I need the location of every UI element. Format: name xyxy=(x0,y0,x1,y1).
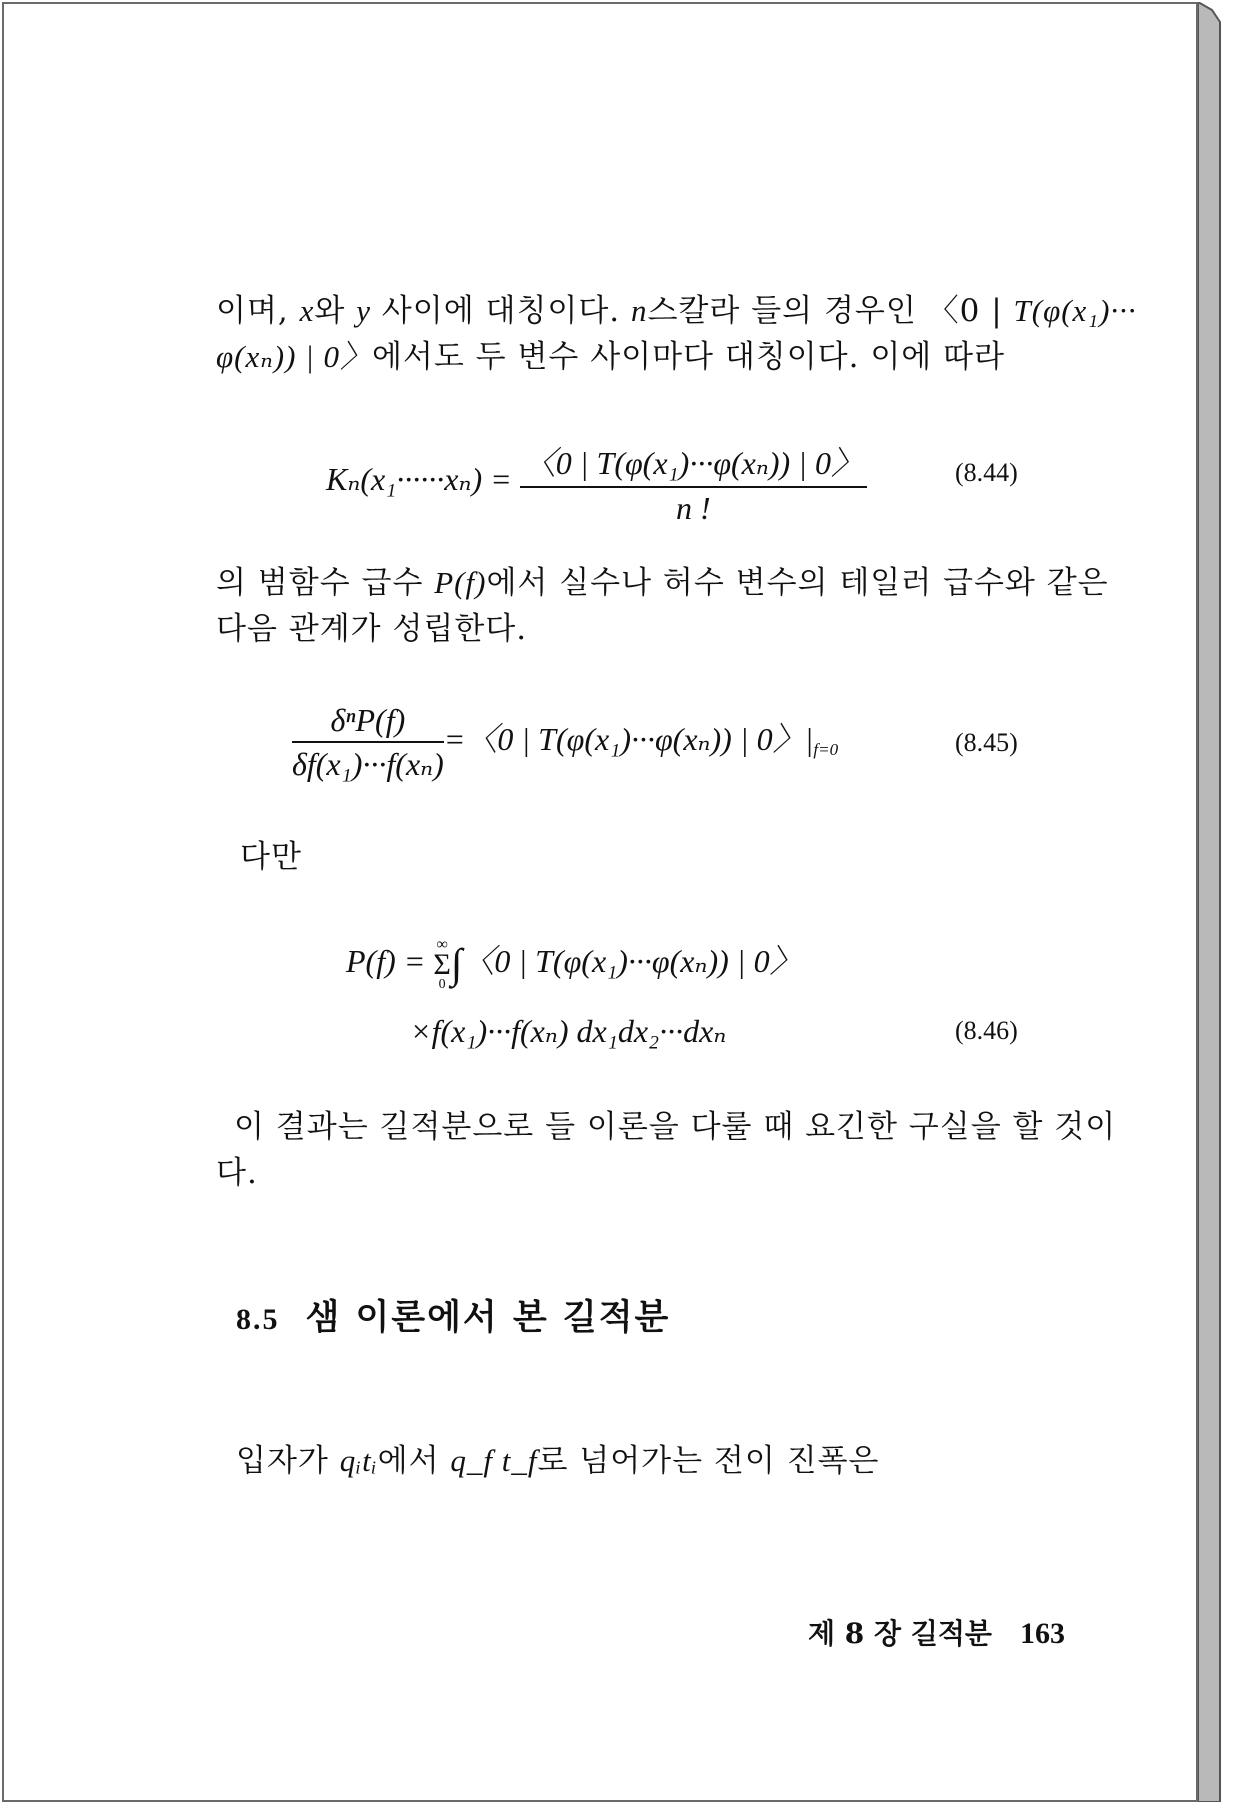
equation-number: (8.46) xyxy=(955,1016,1018,1045)
equation-lhs: P(f) = xyxy=(346,943,426,979)
denominator: n ! xyxy=(676,490,711,526)
text: 다음 관계가 성립한다. xyxy=(216,611,528,647)
text: 입자가 xyxy=(236,1443,340,1479)
math-n: n xyxy=(631,293,648,328)
numerator: 〈0 | T(φ(x₁)···φ(xₙ)) | 0〉 xyxy=(520,438,867,488)
text: 이며, xyxy=(216,293,300,329)
equation-number: (8.44) xyxy=(955,458,1018,487)
sum-symbol: Σ xyxy=(433,947,451,981)
paragraph-transition-amplitude xyxy=(236,1438,1076,1484)
math-expression: T(φ(x₁)··· xyxy=(1013,293,1137,328)
paragraph-functional-series xyxy=(216,560,1109,652)
text: 에서 xyxy=(377,1443,451,1479)
section-heading xyxy=(236,1290,670,1340)
chapter-title: 제 8 장 길적분 xyxy=(808,1617,992,1650)
math-qiti: qᵢtᵢ xyxy=(339,1443,378,1478)
text: 스칼라 들의 경우인 〈0 | xyxy=(647,293,1014,329)
text-daman: 다만 xyxy=(240,839,302,875)
text: 의 범함수 급수 xyxy=(216,565,435,601)
equation-lhs: Kₙ(x₁······xₙ) = xyxy=(326,460,512,497)
fraction xyxy=(292,702,444,783)
math-x: x xyxy=(299,293,315,328)
numerator: δⁿP(f) xyxy=(292,702,444,743)
equation-rhs: =〈0 | T(φ(x₁)···φ(xₙ)) | 0〉| xyxy=(443,720,814,757)
section-number: 8.5 xyxy=(236,1303,280,1336)
math-P-f: P(f) xyxy=(434,565,487,600)
math-expression: φ(xₙ)) | 0〉 xyxy=(216,339,372,374)
text: 와 xyxy=(314,293,357,329)
section-title: 샘 이론에서 본 길적분 xyxy=(305,1297,671,1338)
equation-8-46-line1 xyxy=(346,936,802,992)
text: 로 넘어가는 전이 진폭은 xyxy=(537,1443,880,1479)
equation-rhs: 〈0 | T(φ(x₁)···φ(xₙ)) | 0〉 xyxy=(462,943,802,979)
math-y: y xyxy=(356,293,371,328)
page-number: 163 xyxy=(1019,1617,1065,1650)
math-qftf: q_f t_f xyxy=(450,1443,538,1478)
text: 에서 실수나 허수 변수의 테일러 급수와 같은 xyxy=(486,565,1109,601)
integral-sign: ∫ xyxy=(450,941,463,988)
sum-upper-limit: ∞ xyxy=(436,935,448,953)
equation-8-44 xyxy=(326,438,867,527)
summation xyxy=(433,935,451,992)
page-footer xyxy=(808,1612,1065,1652)
text: 이 결과는 길적분으로 들 이론을 다룰 때 요긴한 구실을 할 것이 xyxy=(234,1109,1117,1145)
equation-8-45 xyxy=(292,702,838,783)
fraction xyxy=(520,438,867,527)
text: 사이에 대칭이다. xyxy=(370,293,631,329)
equation-number: (8.45) xyxy=(955,728,1018,757)
equation-8-46-line2: ×f(x₁)···f(xₙ) dx₁dx₂···dxₙ xyxy=(410,1013,727,1049)
text: 에서도 두 변수 사이마다 대칭이다. 이에 따라 xyxy=(371,339,1005,375)
text: 다. xyxy=(216,1155,258,1191)
page-sheet xyxy=(2,2,1198,1802)
paragraph-symmetry xyxy=(216,288,1137,380)
subscript: f=0 xyxy=(813,739,839,759)
denominator: δf(x₁)···f(xₙ) xyxy=(292,746,444,782)
sum-lower-limit: 0 xyxy=(438,976,446,992)
page-edge-shadow xyxy=(1198,2,1256,1802)
paragraph-conclusion xyxy=(216,1104,1117,1196)
